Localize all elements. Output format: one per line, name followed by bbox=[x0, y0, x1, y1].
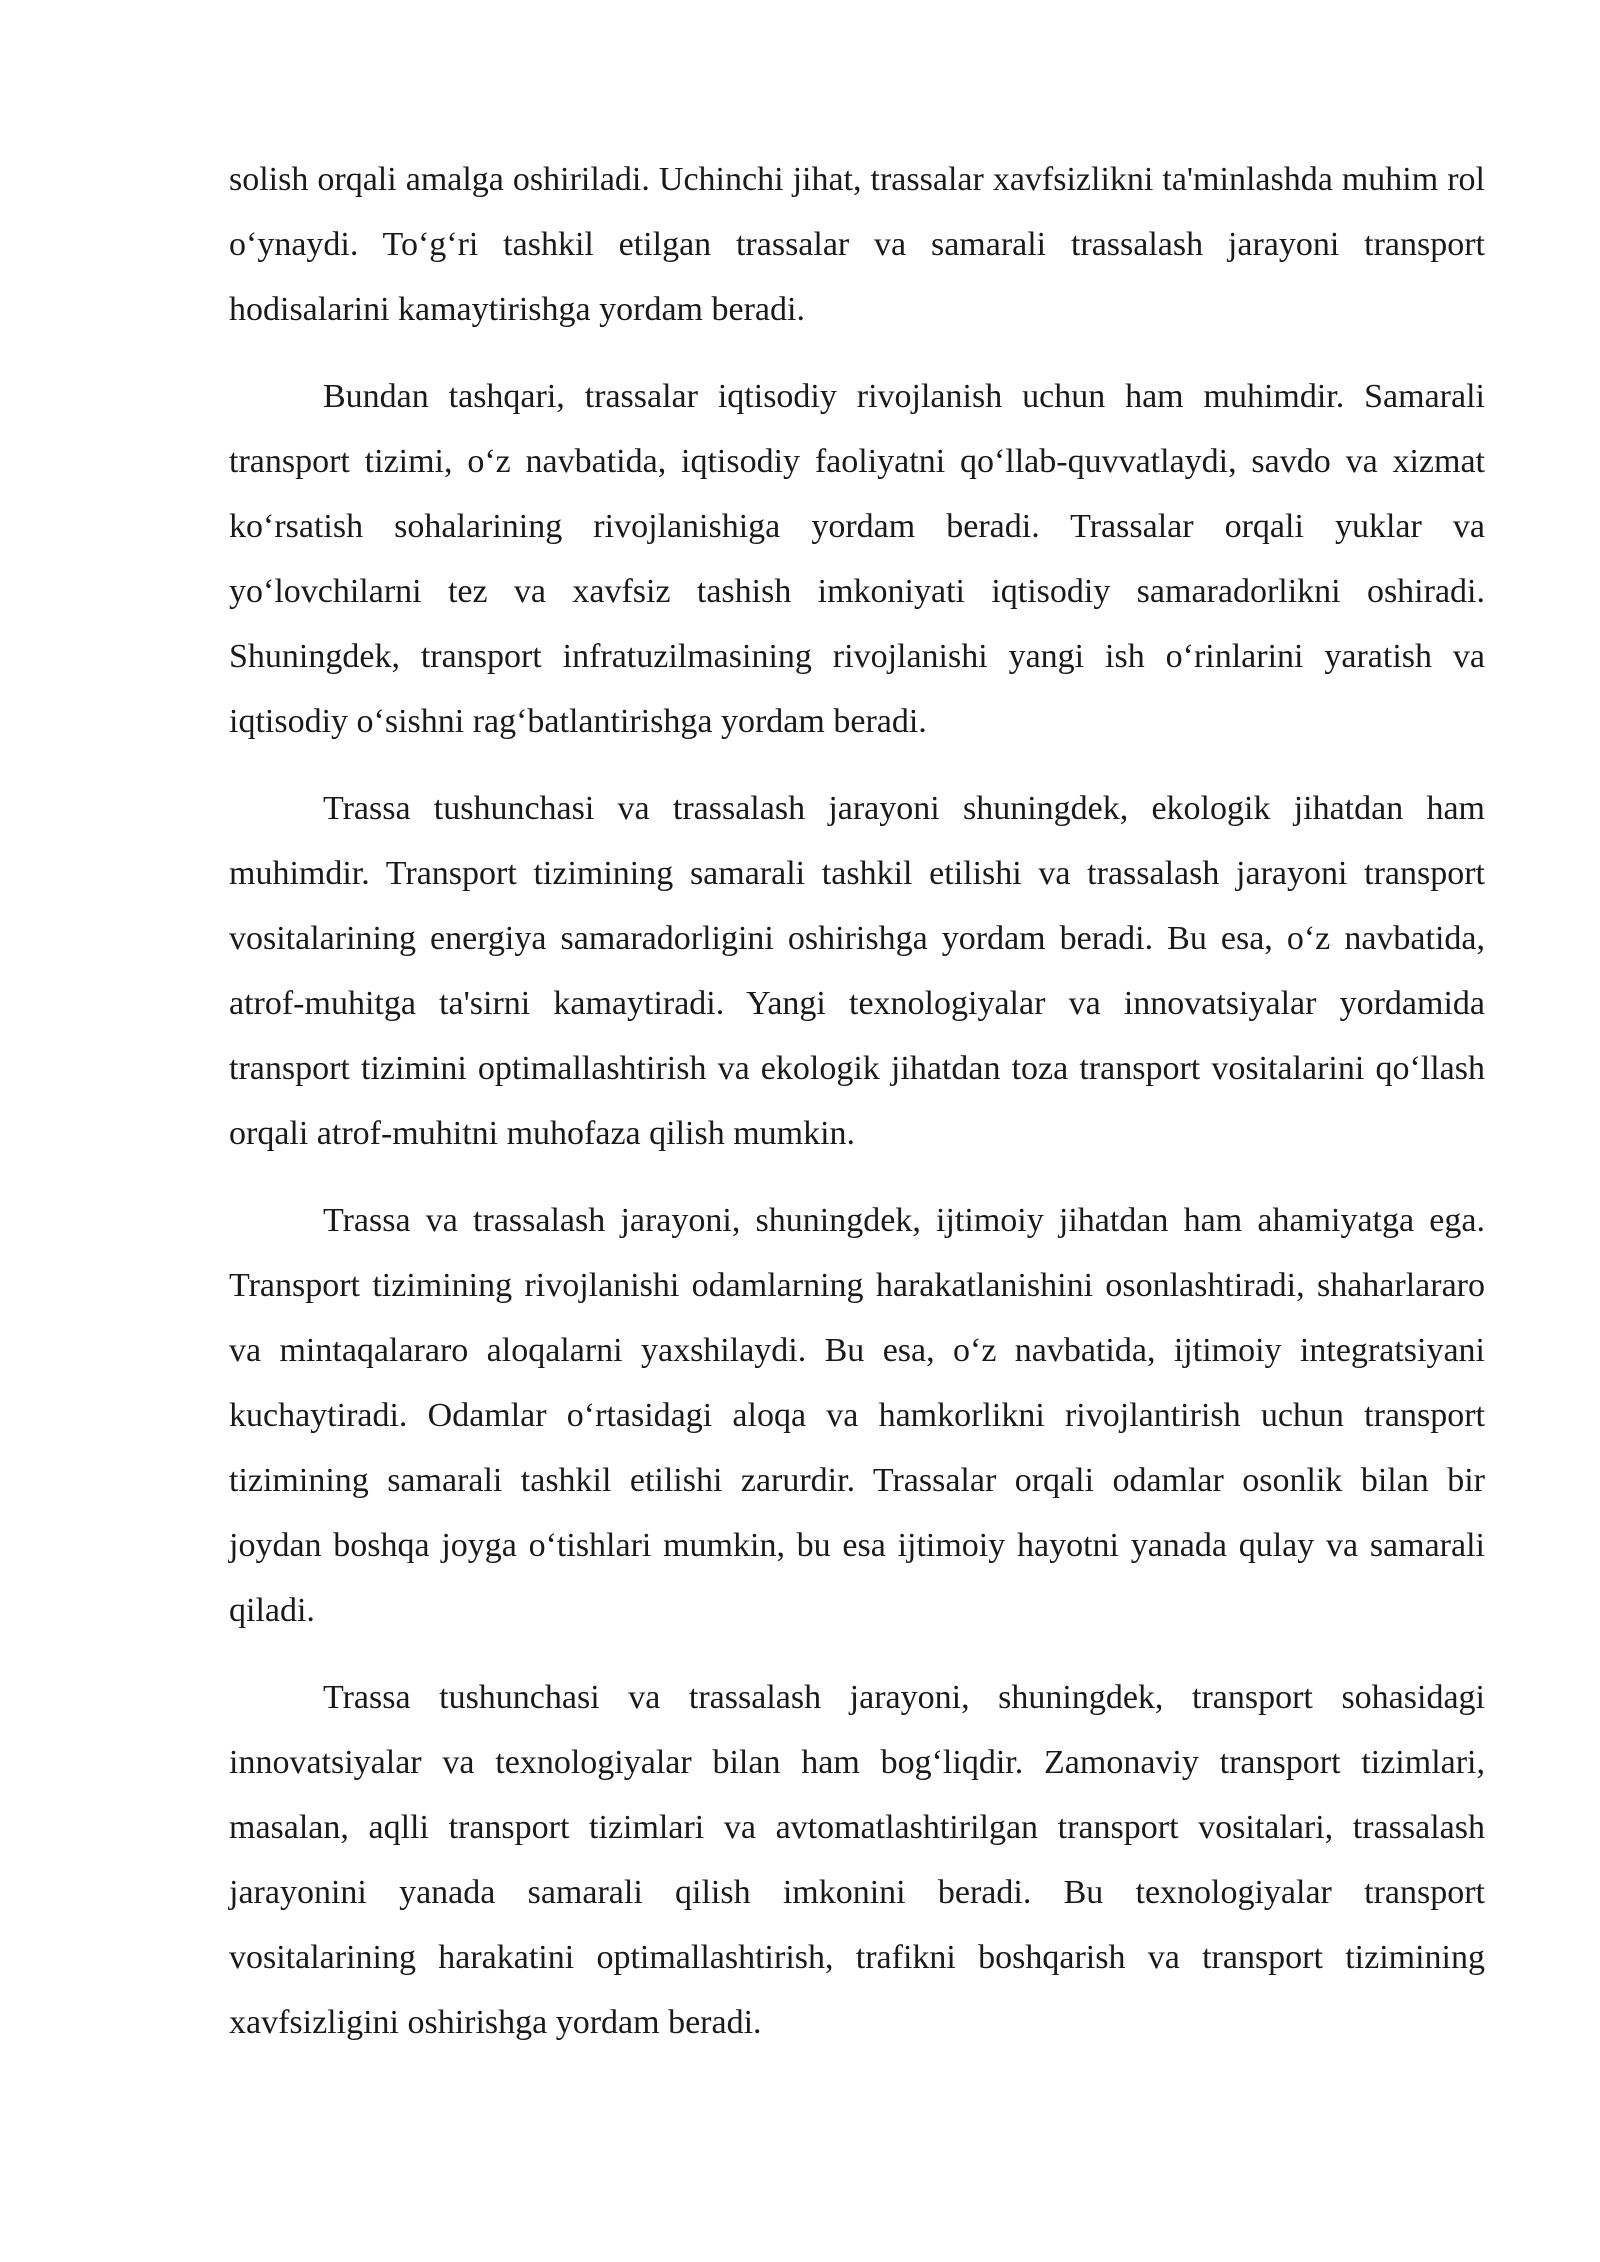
document-body bbox=[229, 147, 1485, 2077]
paragraph-5: Trassa tushunchasi va trassalash jarayoni, shuningdek, transport sohasidagi innovatsiyalar va texnologiyalar bilan ham bog‘liqdir. Zamonaviy transport tizimlari, masalan, aqlli transport tizimlari va avtomatlashtirilgan transport vositalari, trassalash jarayonini yanada samarali qilish imkonini beradi. Bu texnologiyalar transport vositalarining harakatini optimallashtirish, trafikni boshqarish va transport tizimining xavfsizligini oshirishga yordam beradi. bbox=[229, 1679, 1485, 2041]
paragraph-4: Trassa va trassalash jarayoni, shuningdek, ijtimoiy jihatdan ham ahamiyatga ega. Transport tizimining rivojlanishi odamlarning harakatlanishini osonlashtiradi, shaharlararo va mintaqalararo aloqalarni yaxshilaydi. Bu esa, o‘z navbatida, ijtimoiy integratsiyani kuchaytiradi. Odamlar o‘rtasidagi aloqa va hamkorlikni rivojlantirish uchun transport tizimining samarali tashkil etilishi zarurdir. Trassalar orqali odamlar osonlik bilan bir joydan boshqa joyga o‘tishlari mumkin, bu esa ijtimoiy hayotni yanada qulay va samarali qiladi. bbox=[229, 1202, 1485, 1629]
paragraph-1: solish orqali amalga oshiriladi. Uchinchi jihat, trassalar xavfsizlikni ta'minlashda muhim rol o‘ynaydi. To‘g‘ri tashkil etilgan trassalar va samarali trassalash jarayoni transport hodisalarini kamaytirishga yordam beradi. bbox=[229, 161, 1485, 328]
paragraph-3: Trassa tushunchasi va trassalash jarayoni shuningdek, ekologik jihatdan ham muhimdir. Transport tizimining samarali tashkil etilishi va trassalash jarayoni transport vositalarining energiya samaradorligini oshirishga yordam beradi. Bu esa, o‘z navbatida, atrof-muhitga ta'sirni kamaytiradi. Yangi texnologiyalar va innovatsiyalar yordamida transport tizimini optimallashtirish va ekologik jihatdan toza transport vositalarini qo‘llash orqali atrof-muhitni muhofaza qilish mumkin. bbox=[229, 790, 1485, 1152]
paragraph-2: Bundan tashqari, trassalar iqtisodiy rivojlanish uchun ham muhimdir. Samarali transport tizimi, o‘z navbatida, iqtisodiy faoliyatni qo‘llab-quvvatlaydi, savdo va xizmat ko‘rsatish sohalarining rivojlanishiga yordam beradi. Trassalar orqali yuklar va yo‘lovchilarni tez va xavfsiz tashish imkoniyati iqtisodiy samaradorlikni oshiradi. Shuningdek, transport infratuzilmasining rivojlanishi yangi ish o‘rinlarini yaratish va iqtisodiy o‘sishni rag‘batlantirishga yordam beradi. bbox=[229, 378, 1485, 740]
